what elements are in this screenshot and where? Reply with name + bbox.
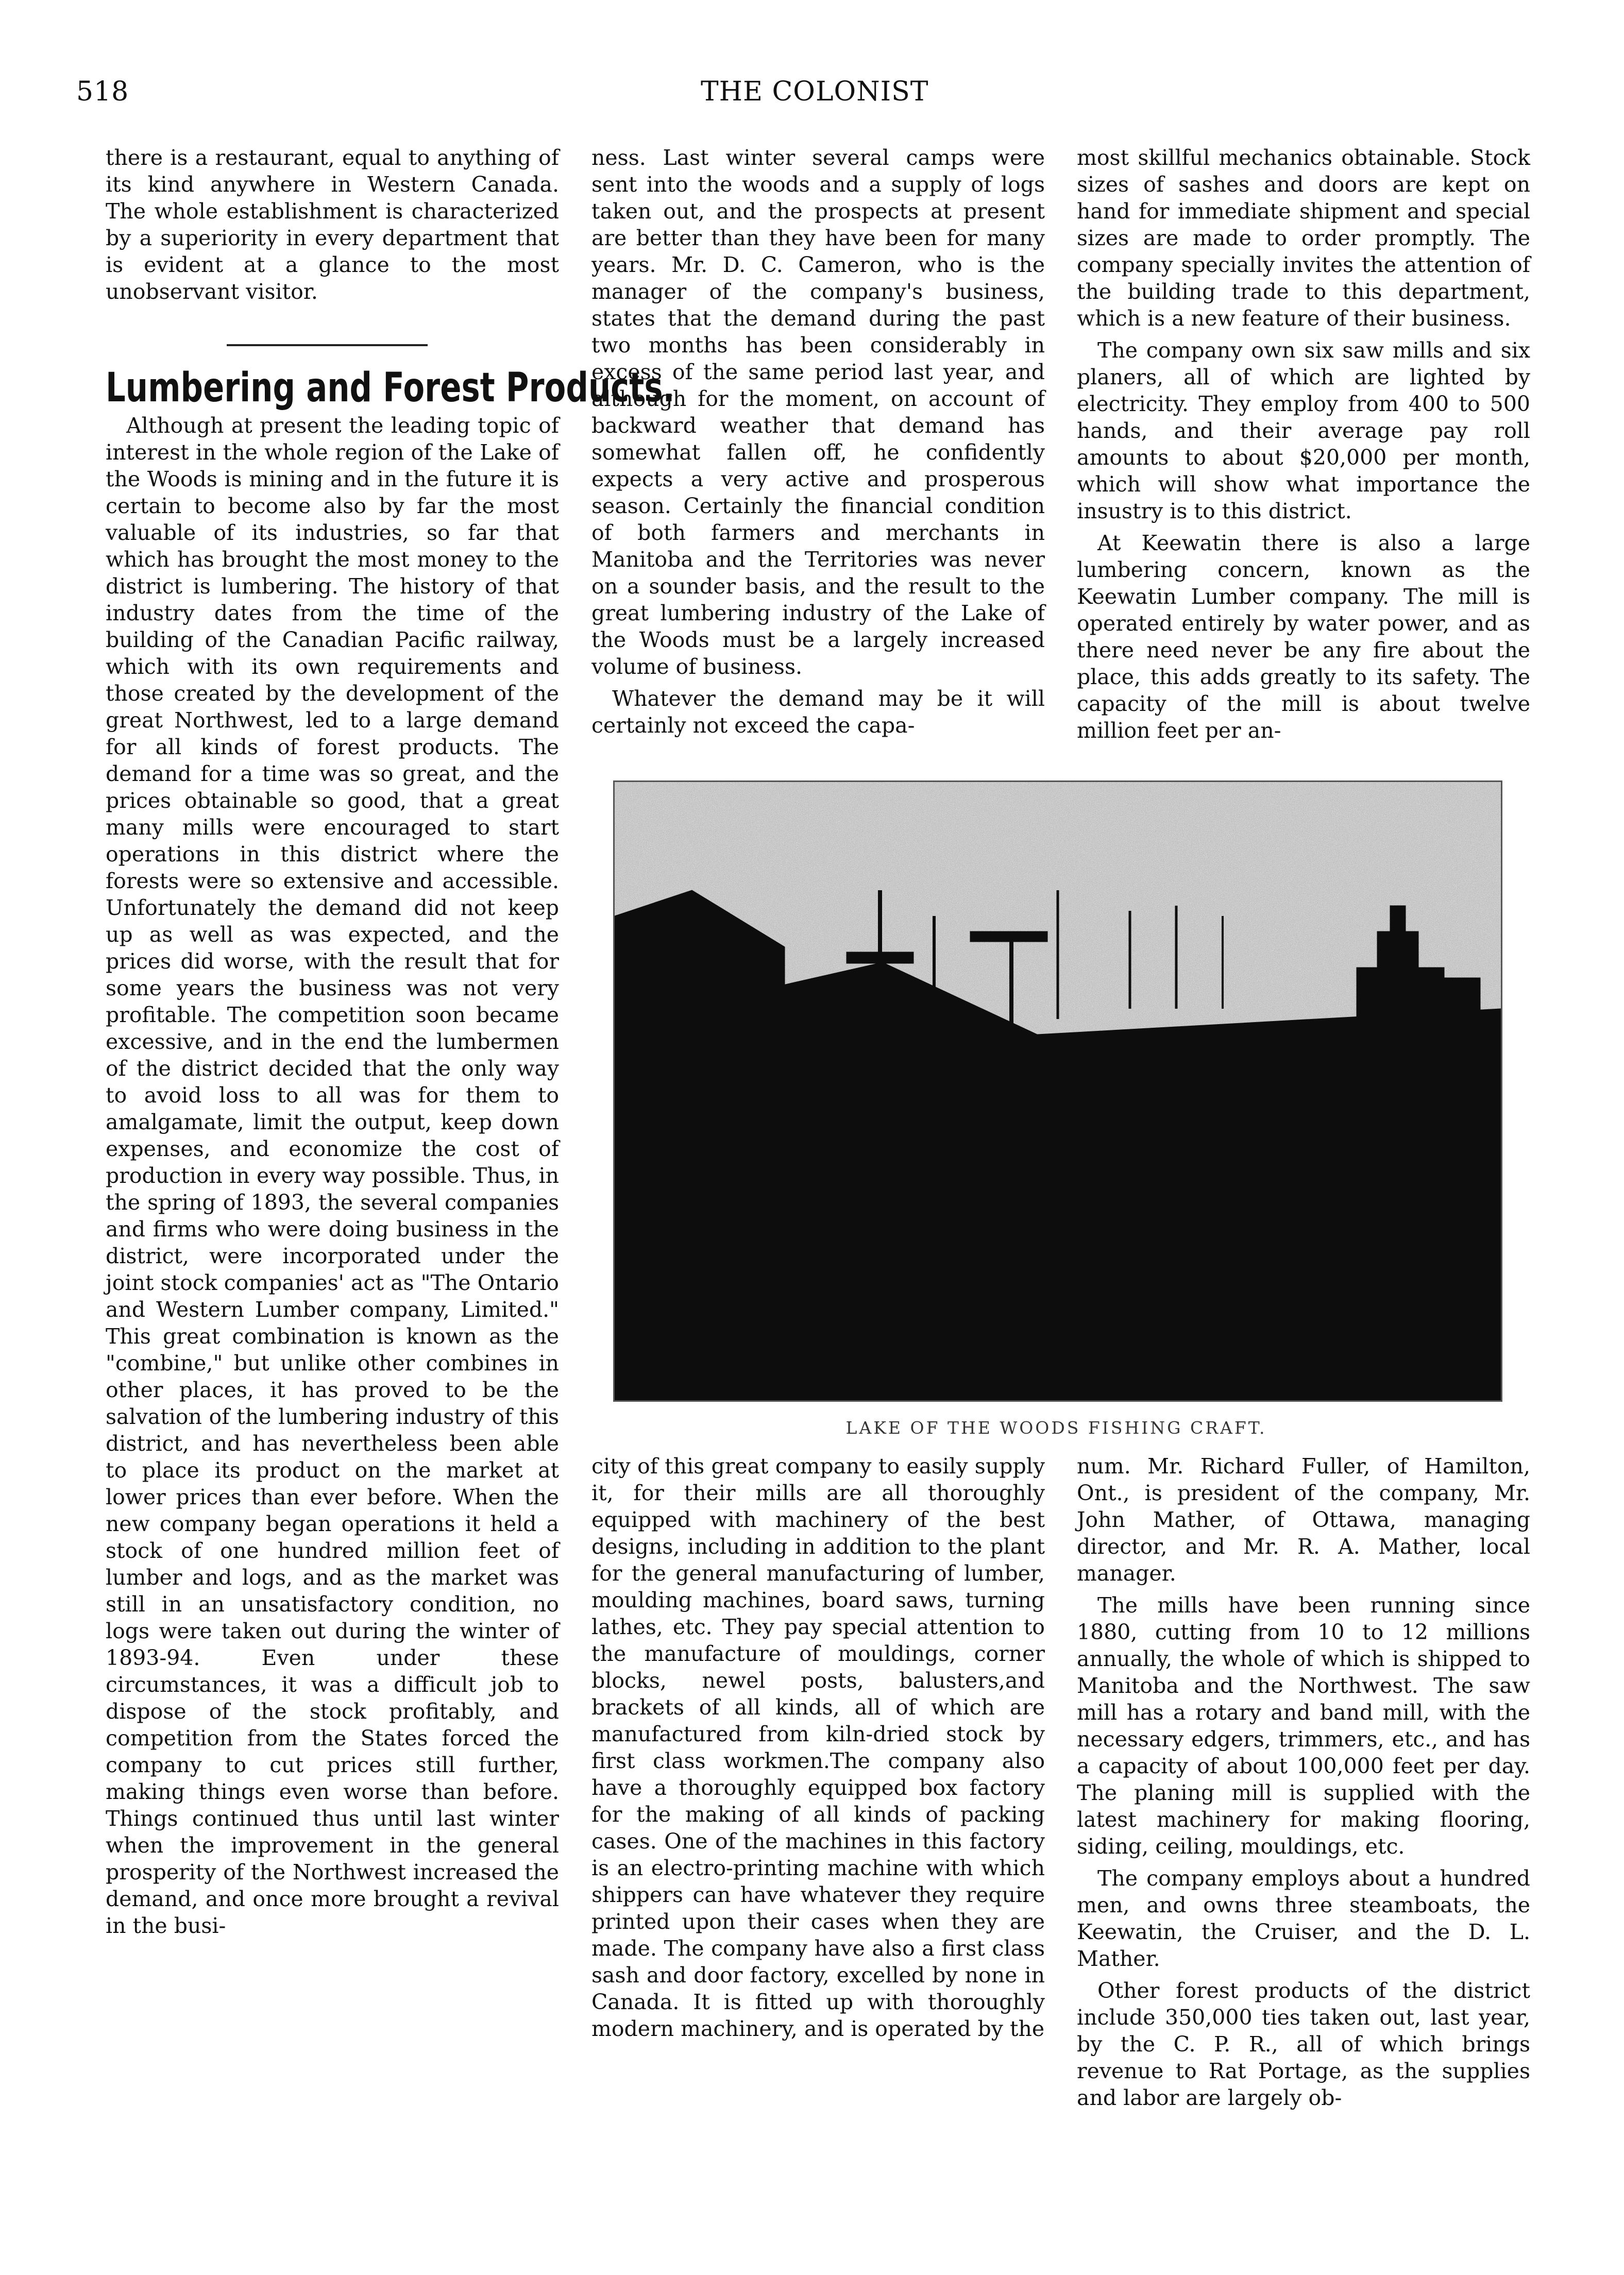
- col1-top-paragraph: there is a restaurant, equal to anything of its kind anywhere in Western Canada. The whole establishment is characterized by a superiority in every department that is evident at a glance to the most unobservant visitor.: [106, 145, 559, 304]
- col3-top-paragraph: most skillful mechanics obtainable. Stock sizes of sashes and doors are kept on hand for immediate shipment and special sizes are made to order promptly. The company specially invites the attention of the building trade to this department, which is a new feature of their business.: [1077, 145, 1530, 331]
- col2-bottom-paragraph: city of this great company to easily supply it, for their mills are all thoroughly equipped with machinery of the best designs, including in addition to the plant for the general manufacturing of lumber, moulding machines, board saws, turning lathes, etc. They pay special attention to the manufacture of mouldings, corner blocks, newel posts, balusters,and brackets of all kinds, all of which are manufactured from kiln-dried stock by first class workmen.The company also have a thoroughly equipped box factory for the making of all kinds of packing cases. One of the machines in this factory is an electro-printing machine with which shippers can have whatever they require printed upon their cases when they are made. The company have also a first class sash and door factory, excelled by none in Canada. It is fitted up with thoroughly modern machinery, and is operated by the: [591, 1454, 1045, 2041]
- section-divider: [227, 344, 428, 346]
- page-number: 518: [76, 76, 129, 107]
- col2-top-paragraph: Whatever the demand may be it will certainly not exceed the capa-: [591, 686, 1045, 738]
- running-title: THE COLONIST: [701, 76, 929, 107]
- column-1-top: [106, 144, 559, 310]
- col3-bottom-paragraph: The company employs about a hundred men, and owns three steamboats, the Keewatin, the Cruiser, and the D. L. Mather.: [1077, 1866, 1530, 1971]
- article-heading: Lumbering and Forest Products.: [106, 365, 675, 411]
- photo-caption: LAKE OF THE WOODS FISHING CRAFT.: [845, 1418, 1267, 1438]
- col3-bottom-paragraph: Other forest products of the district include 350,000 ties taken out, last year, by the C. P. R., all of which brings revenue to Rat Portage, as the supplies and labor are largely ob-: [1077, 1978, 1530, 2110]
- col3-top-paragraph: The company own six saw mills and six planers, all of which are lighted by electricity. They employ from 400 to 500 hands, and their average pay roll amounts to about $20,000 per month, which will show what importance the insustry is to this district.: [1077, 338, 1530, 523]
- column-1-main: [106, 412, 559, 1944]
- col3-top-paragraph: At Keewatin there is also a large lumbering concern, known as the Keewatin Lumber company. The mill is operated entirely by water power, and as there need never be any fire about the place, this adds greatly to its safety. The capacity of the mill is about twelve million feet per an-: [1077, 531, 1530, 743]
- col2-top-paragraph: ness. Last winter several camps were sent into the woods and a supply of logs taken out, and the prospects at present are better than they have been for many years. Mr. D. C. Cameron, who is the manager of the company's business, states that the demand during the past two months has been considerably in excess of the same period last year, and although for the moment, on account of backward weather that demand has somewhat fallen off, he confidently expects a very active and prosperous season. Certainly the financial condition of both farmers and merchants in Manitoba and the Territories was never on a sounder basis, and the result to the great lumbering industry of the Lake of the Woods must be a largely increased volume of business.: [591, 145, 1045, 679]
- column-3-top: [1077, 144, 1530, 749]
- col1-paragraph: Although at present the leading topic of interest in the whole region of the Lake of the Woods is mining and in the future it is certain to become also by far the most valuable of its industries, so far that which has brought the most money to the district is lumbering. The history of that industry dates from the time of the building of the Canadian Pacific railway, which with its own requirements and those created by the development of the great Northwest, led to a large demand for all kinds of forest products. The demand for a time was so great, and the prices obtainable so good, that a great many mills were encouraged to start operations in this district where the forests were so extensive and accessible. Unfortunately the demand did not keep up as well as was expected, and the prices did worse, with the result that for some years the business was not very profitable. The competition soon became excessive, and in the end the lumbermen of the district decided that the only way to avoid loss to all was for them to amalgamate, limit the output, keep down expenses, and economize the cost of production in every way possible. Thus, in the spring of 1893, the several companies and firms who were doing business in the district, were incorporated under the joint stock companies' act as "The Ontario and Western Lumber company, Limited." This great combination is known as the "combine," but unlike other combines in other places, it has proved to be the salvation of the lumbering industry of this district, and has nevertheless been able to place its product on the market at lower prices than ever before. When the new company began operations it held a stock of one hundred million feet of lumber and logs, and as the market was still in an unsatisfactory condition, no logs were taken out during the winter of 1893-94. Even under these circumstances, it was a difficult job to dispose of the stock profitably, and competition from the States forced the company to cut prices still further, making things even worse than before. Things continued thus until last winter when the improvement in the general prosperity of the Northwest increased the demand, and once more brought a revival in the busi-: [106, 413, 559, 1938]
- column-2-bottom: [591, 1453, 1045, 2047]
- fishing-craft-photo: [613, 780, 1502, 1402]
- col3-bottom-paragraph: num. Mr. Richard Fuller, of Hamilton, Ont., is president of the company, Mr. John Mather, of Ottawa, managing director, and Mr. R. A. Mather, local manager.: [1077, 1454, 1530, 1586]
- col3-bottom-paragraph: The mills have been running since 1880, cutting from 10 to 12 millions annually, the whole of which is shipped to Manitoba and the Northwest. The saw mill has a rotary and band mill, with the necessary edgers, trimmers, etc., and has a capacity of about 100,000 feet per day. The planing mill is supplied with the latest machinery for making flooring, siding, ceiling, mouldings, etc.: [1077, 1593, 1530, 1859]
- column-2-top: [591, 144, 1045, 744]
- column-3-bottom: [1077, 1453, 1530, 2116]
